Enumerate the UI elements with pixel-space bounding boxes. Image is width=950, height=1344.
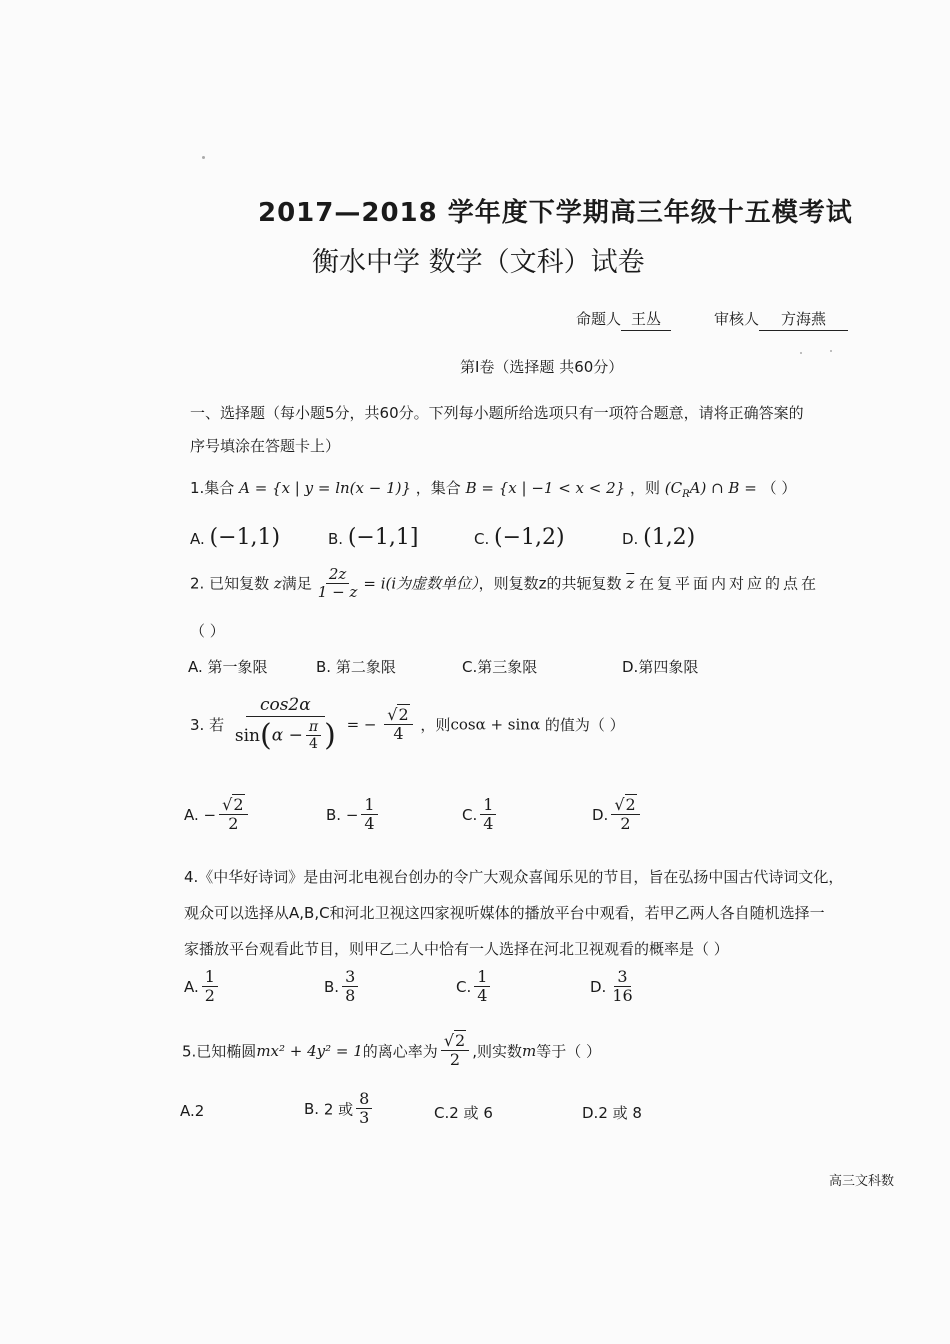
- q1-set-a: A = {x | y = ln(x − 1)}: [239, 479, 412, 497]
- q4-option-d: [590, 968, 639, 1006]
- option-label: A.: [184, 805, 199, 824]
- option-frac: [342, 968, 358, 1006]
- option-num: 2: [233, 795, 244, 814]
- scan-speck: [830, 350, 832, 352]
- option-den: 2: [620, 814, 631, 834]
- q3-option-c: [462, 796, 499, 834]
- option-value: 第二象限: [335, 658, 396, 676]
- q3-tail: ，则: [420, 716, 451, 735]
- exam-title: 2017—2018 学年度下学期高三年级十五模考试: [258, 198, 853, 228]
- q5-mid: 的离心率为: [362, 1042, 438, 1061]
- q3-pi: π: [306, 719, 321, 736]
- option-label: D.: [622, 530, 639, 548]
- q4-option-b: [324, 968, 361, 1006]
- q3-expr: cosα + sinα: [450, 715, 541, 734]
- q1-option-c: [474, 525, 565, 550]
- option-value: (−1,2): [494, 525, 565, 550]
- q5-option-b: [304, 1090, 375, 1128]
- q2-eq: = i(i为虚数单位）: [363, 574, 479, 593]
- question-1: [190, 477, 796, 500]
- q3-den: [232, 717, 339, 754]
- q4-option-c: [456, 968, 493, 1006]
- option-frac: [356, 1090, 372, 1128]
- option-num: 1: [480, 796, 496, 815]
- option-label: A.: [190, 530, 205, 548]
- paren-close: ): [324, 717, 336, 753]
- q3-den-sin: sin: [234, 725, 260, 746]
- q2-option-d: [622, 656, 698, 677]
- option-num: 1: [361, 796, 377, 815]
- question-3: [190, 696, 625, 753]
- reviewer-label: 审核人: [714, 310, 760, 328]
- q3-tail2: 的值为（ ）: [544, 716, 625, 735]
- q3-four: 4: [309, 736, 318, 753]
- option-num: 1: [474, 968, 490, 987]
- q3-den-alpha: α −: [271, 725, 303, 746]
- option-num: 2: [625, 795, 636, 814]
- q2-z: z: [273, 574, 282, 593]
- q3-num: cos2α: [246, 696, 325, 717]
- sqrt: √2: [387, 704, 409, 724]
- q3-fraction: [232, 696, 339, 753]
- q3-pi-frac: [306, 719, 321, 752]
- q1-expr: (C: [664, 479, 683, 497]
- option-den: 2: [228, 814, 239, 834]
- option-frac: [474, 968, 490, 1006]
- q3-rhs-root: 2: [398, 704, 409, 724]
- option-label: C.: [462, 805, 478, 824]
- q4-line1: 4.《中华好诗词》是由河北电视台创办的令广大观众喜闻乐见的节目，旨在弘扬中国古代诗词文化，: [184, 868, 844, 886]
- option-label: B.: [326, 805, 342, 824]
- option-label: B.: [328, 530, 344, 548]
- option-frac: [480, 796, 496, 834]
- q2-tail: ，则复数z的共轭复数: [478, 574, 622, 593]
- q3-rhs-sign: = −: [346, 715, 377, 734]
- option-label: D.: [590, 977, 607, 996]
- q1-mid: ，集合: [415, 479, 461, 497]
- option-den: 16: [612, 986, 633, 1006]
- paren-open: (: [260, 717, 272, 753]
- q2-zbar: $\overline{z}$: [626, 574, 635, 593]
- instructions-line2: 序号填涂在答题卡上）: [190, 437, 341, 455]
- instructions-line1: 一、选择题（每小题5分，共60分。下列每小题所给选项只有一项符合题意，请将正确答案的: [190, 404, 804, 422]
- option-num: 3: [342, 968, 358, 987]
- q5-tail2: 等于（ ）: [536, 1042, 601, 1061]
- q3-option-a: [184, 796, 251, 834]
- q2-fraction: [315, 566, 361, 602]
- q5-frac: [441, 1032, 469, 1070]
- page-footer: 高三文科数: [828, 1174, 894, 1189]
- option-value: 第四象限: [638, 658, 699, 676]
- option-value: 2 或 8: [598, 1104, 642, 1122]
- q5-den: 2: [449, 1050, 461, 1070]
- option-label: B.: [304, 1099, 320, 1118]
- q5-root: 2: [455, 1031, 466, 1050]
- author-line: [576, 308, 671, 331]
- q1-expr2: A) ∩ B =: [689, 479, 757, 497]
- sqrt: √2: [614, 795, 636, 814]
- q5-tail: ,则实数: [472, 1042, 522, 1061]
- q1-tail: ，则: [629, 479, 660, 497]
- q5-eq: mx² + 4y² = 1: [256, 1041, 363, 1060]
- sqrt: √2: [443, 1031, 466, 1050]
- option-value: (−1,1]: [347, 525, 419, 550]
- option-label: D.: [622, 658, 639, 676]
- option-label: D.: [582, 1104, 599, 1122]
- q2-option-c: [462, 656, 537, 677]
- q3-rhs-den: 4: [393, 724, 404, 744]
- q3-prefix: 3. 若: [190, 716, 225, 735]
- reviewer-name: 方海燕: [759, 308, 848, 331]
- scan-speck: [202, 156, 205, 159]
- q5-prefix: 5.已知椭圆: [182, 1042, 257, 1061]
- q1-option-a: [190, 525, 280, 550]
- q2-paren: （ ）: [190, 622, 225, 640]
- option-num: 1: [202, 968, 218, 987]
- option-label: C.: [434, 1104, 450, 1122]
- option-frac: [219, 796, 247, 834]
- option-den: 2: [204, 986, 215, 1006]
- question-5: [182, 1032, 601, 1070]
- option-label: A.: [180, 1102, 195, 1120]
- q1-paren: （ ）: [761, 479, 797, 497]
- q2-option-b: [316, 656, 396, 677]
- exam-subtitle: 衡水中学 数学（文科）试卷: [312, 247, 645, 278]
- option-label: D.: [592, 805, 609, 824]
- q2-den: 1 − z: [317, 583, 358, 602]
- option-frac: [611, 796, 639, 834]
- q1-sub: R: [682, 489, 690, 500]
- q5-option-d: [582, 1102, 642, 1123]
- option-label: A.: [188, 658, 203, 676]
- option-value: 2 或 6: [449, 1104, 493, 1122]
- q5-option-c: [434, 1102, 493, 1123]
- option-value: (1,2): [643, 525, 696, 550]
- author-label: 命题人: [576, 310, 622, 328]
- q1-set-b: B = {x | −1 < x < 2}: [465, 479, 626, 497]
- scan-speck: [800, 352, 802, 354]
- option-label: A.: [184, 977, 199, 996]
- option-label: C.: [474, 530, 490, 548]
- section-heading: 第Ⅰ卷（选择题 共60分）: [460, 358, 624, 376]
- option-frac: [202, 968, 218, 1006]
- q2-option-a: [188, 656, 268, 677]
- q2-satisfy: 满足: [281, 574, 312, 593]
- q2-num: 2z: [326, 566, 349, 584]
- option-frac: [361, 796, 377, 834]
- q4-line3: 家播放平台观看此节目，则甲乙二人中恰有一人选择在河北卫视观看的概率是（ ）: [184, 940, 729, 958]
- option-sign: −: [203, 805, 217, 824]
- option-den: 4: [483, 814, 494, 834]
- author-name: 王丛: [621, 308, 671, 331]
- q3-option-b: [326, 796, 381, 834]
- q2-tail2: 在复平面内对应的点在: [639, 574, 820, 593]
- option-frac: [609, 968, 635, 1006]
- q1-prefix: 1.集合: [190, 479, 235, 497]
- option-num: 8: [356, 1090, 372, 1109]
- option-label: B.: [324, 977, 340, 996]
- option-value: (−1,1): [209, 525, 281, 550]
- option-label: B.: [316, 658, 332, 676]
- question-2: [190, 566, 819, 602]
- q5-option-a: [180, 1102, 204, 1120]
- option-value: 2: [194, 1102, 205, 1120]
- option-value: 第三象限: [477, 658, 538, 676]
- option-den: 4: [364, 814, 375, 834]
- option-den: 3: [359, 1108, 370, 1128]
- sqrt: √2: [222, 795, 244, 814]
- option-label: C.: [456, 977, 472, 996]
- option-num: 3: [614, 968, 630, 987]
- option-den: 8: [345, 986, 356, 1006]
- q3-option-d: [592, 796, 643, 834]
- q4-line2: 观众可以选择从A,B,C和河北卫视这四家视听媒体的播放平台中观看，若甲乙两人各自随机选择一: [184, 904, 825, 922]
- q3-rhs: [384, 706, 412, 744]
- option-sign: −: [345, 805, 359, 824]
- option-value: 2 或: [323, 1100, 354, 1119]
- reviewer-line: [714, 308, 848, 331]
- q2-prefix: 2. 已知复数: [190, 574, 270, 593]
- q4-option-a: [184, 968, 221, 1006]
- option-den: 4: [477, 986, 488, 1006]
- option-label: C.: [462, 658, 478, 676]
- option-value: 第一象限: [207, 658, 268, 676]
- q1-option-d: [622, 525, 695, 550]
- q5-m: m: [521, 1041, 537, 1060]
- q1-option-b: [328, 525, 418, 550]
